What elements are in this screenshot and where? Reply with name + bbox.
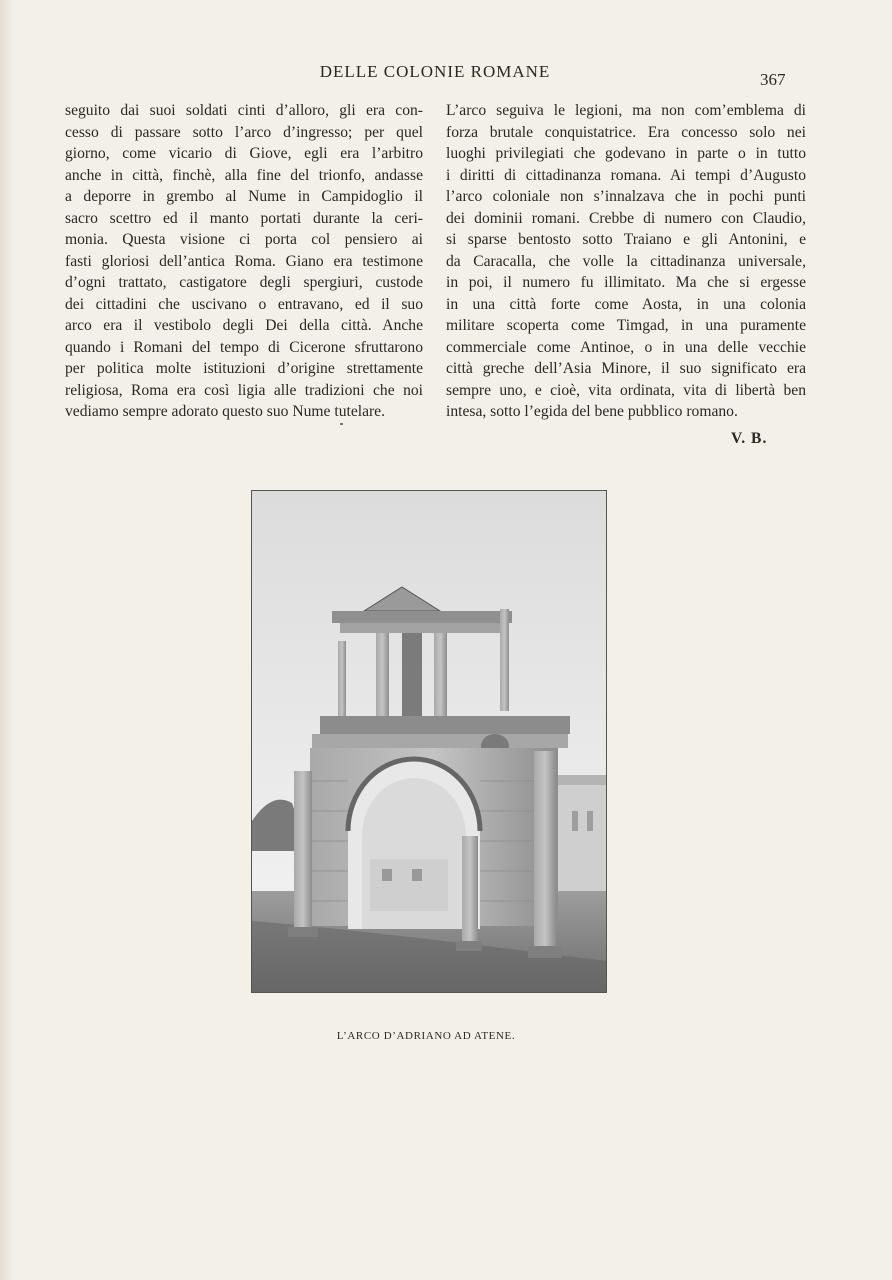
text-line: anche in città, finchè, alla fine del trionfo, andasse [65,166,423,184]
print-mark [340,423,343,425]
arch-photograph [251,490,607,993]
text-line: sacro scettro ed il manto portati durante la ceri- [65,209,423,227]
text-line: città greche dell’Asia Minore, il suo significato era [446,360,806,377]
running-header: DELLE COLONIE ROMANE [319,62,551,81]
text-line: dei cittadini che uscivano o entravano, ed il suo [65,295,423,313]
text-line: dei dominii romani. Crebbe di numero con Claudio, [446,209,806,227]
text-line: d’ogni trattato, castigatore degli spergiuri, custode [65,274,423,291]
page-number: 367 [760,70,786,89]
text-line: in poi, il numero fu illimitato. Ma che si ergesse [446,274,806,291]
text-line: sempre uno, e cioè, vita ordinata, vita di libertà ben [446,381,806,399]
page-edge-shadow [0,0,14,1280]
text-line: vediamo sempre adorato questo suo Nume tutelare. [65,403,386,420]
text-line: quando i Romani del tempo di Cicerone sfruttarono [65,338,423,356]
text-line: cesso di passare sotto l’arco d’ingresso; per quel [65,123,423,141]
text-line: giorno, come vicario di Giove, egli era l’arbitro [65,145,423,162]
text-line: commerciale come Antinoe, o in una delle vecchie [446,338,806,356]
text-line: monia. Questa visione ci porta col pensiero ai [65,231,423,248]
figure-caption: L’ARCO D’ADRIANO AD ATENE. [336,1030,516,1042]
left-text-column [65,100,423,423]
text-line: l’arco coloniale non s’innalzava che in pochi punti [446,188,806,205]
text-line: forza brutale conquistatrice. Era concesso solo nei [446,123,806,141]
text-line: L’arco seguiva le legioni, ma non com’emblema di [446,102,806,119]
text-line: i diritti di cittadinanza romana. Ai tempi d’Augusto [446,166,806,184]
text-line: fasti gloriosi dell’antica Roma. Giano era testimone [65,252,423,270]
text-line: da Caracalla, che volle la cittadinanza universale, [446,252,806,270]
text-line: militare scoperta come Timgad, in una puramente [446,317,806,334]
text-line: per politica molte istituzioni d’origine strettamente [65,360,423,377]
text-line: seguito dai suoi soldati cinti d’alloro, gli era con- [65,102,423,119]
text-line: in una città forte come Aosta, in una colonia [446,295,806,313]
arch-illustration [252,491,606,992]
text-line: intesa, sotto l’egida del bene pubblico romano. [446,403,738,420]
text-line: a deporre in grembo al Nume in Campidoglio il [65,188,423,205]
right-text-column [446,100,806,423]
text-line: luoghi privilegiati che godevano in parte o in tutto [446,145,806,162]
author-signature: V. B. [731,430,768,447]
text-line: si sparse bentosto sotto Traiano e gli Antonini, e [446,231,806,248]
text-line: religiosa, Roma era così ligia alle tradizioni che noi [65,381,423,399]
text-line: arco era il vestibolo degli Dei della città. Anche [65,317,423,334]
